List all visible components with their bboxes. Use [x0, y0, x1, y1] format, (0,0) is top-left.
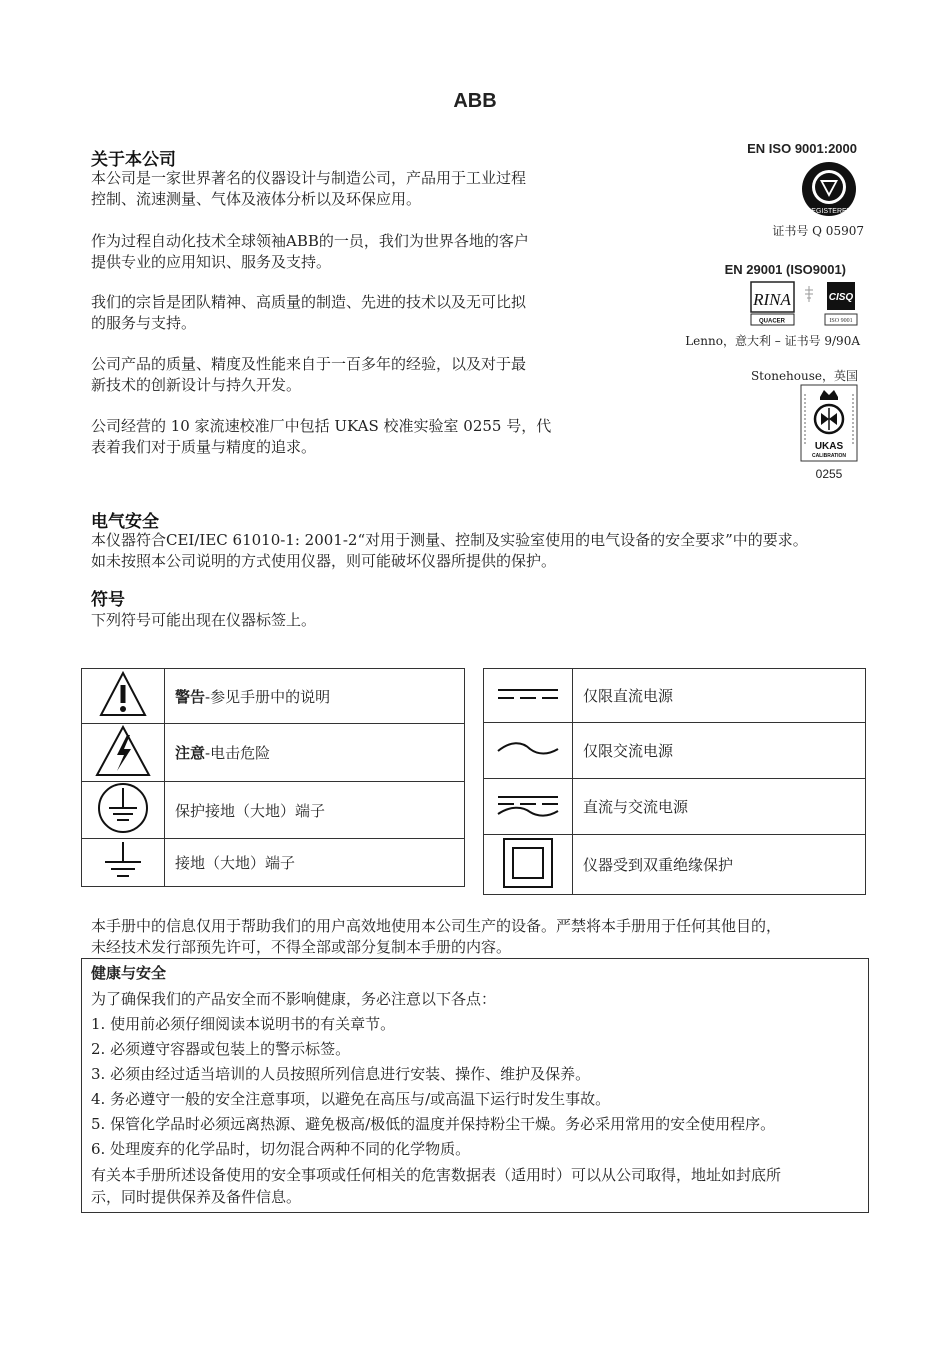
list-item: 5. 保管化学品时必须远离热源、避免极高/极低的温度并保持粉尘干燥。务必采用常用的安全使用程序。: [91, 1115, 776, 1133]
quacer-text: QUACER: [758, 318, 786, 325]
symbol-text: 仪器受到双重绝缘保护: [583, 856, 734, 874]
brand-title: ABB: [453, 90, 497, 112]
health-safety-box: [81, 958, 869, 1213]
ukas-crown-logo: [800, 384, 858, 462]
list-item: 2. 必须遵守容器或包装上的警示标签。: [91, 1040, 351, 1058]
about-paragraph-3: [91, 292, 581, 334]
symbol-row: [82, 724, 465, 782]
symbols-table-left: [81, 668, 465, 887]
symbol-text: 保护接地（大地）端子: [175, 801, 326, 820]
about-paragraph-1: [91, 168, 581, 210]
registered-seal-text: REGISTERED: [806, 208, 852, 215]
calibration-text: CALIBRATION: [811, 453, 847, 459]
symbol-description: [573, 779, 866, 835]
symbol-cell: [82, 839, 165, 887]
symbol-description: [573, 723, 866, 779]
ukas-number: 0255: [815, 467, 843, 481]
symbols-intro: 下列符号可能出现在仪器标签上。: [91, 611, 317, 629]
text-line: 表着我们对于质量与精度的追求。: [91, 438, 317, 456]
cisq-text: CISQ: [828, 292, 854, 303]
symbol-bold-label: 警告: [175, 687, 206, 706]
symbol-text: -电击危险: [205, 744, 271, 762]
symbol-cell: [484, 669, 573, 723]
health-safety-heading: 健康与安全: [91, 964, 167, 982]
list-item: 4. 务必遵守一般的安全注意事项，以避免在高压与/或高温下运行时发生事故。: [91, 1090, 611, 1108]
iso-cert-title: EN ISO 9001:2000: [747, 141, 857, 156]
text-line: 的服务与支持。: [91, 314, 197, 332]
text-line: 新技术的创新设计与持久开发。: [91, 376, 302, 394]
text-line: 我们的宗旨是团队精神、高质量的制造、先进的技术以及无可比拟: [91, 293, 527, 311]
symbol-cell: [82, 724, 165, 782]
symbol-description: [165, 724, 465, 782]
text-line: 公司产品的质量、精度及性能来自于一百多年的经验，以及对于最: [91, 355, 527, 373]
symbol-row: [82, 782, 465, 839]
about-paragraph-2: [91, 231, 581, 273]
symbols-table-right: [483, 668, 866, 895]
iso-cert-number: 证书号 Q 05907: [772, 224, 864, 238]
dc-icon: [496, 684, 560, 704]
symbol-cell: [82, 669, 165, 724]
text-line: 如未按照本公司说明的方式使用仪器，则可能破坏仪器所提供的保护。: [91, 552, 557, 570]
text-line: 未经技术发行部预先许可，不得全部或部分复制本手册的内容。: [91, 938, 512, 956]
earth-ground-icon: [101, 840, 145, 882]
ac-dc-icon: [496, 792, 560, 818]
protective-earth-icon: [97, 782, 149, 834]
ukas-text: UKAS: [814, 441, 844, 452]
symbol-cell: [484, 835, 573, 895]
about-paragraph-5: [91, 416, 581, 458]
electrical-heading: 电气安全: [91, 512, 159, 532]
about-paragraph-4: [91, 354, 581, 396]
list-item: 1. 使用前必须仔细阅读本说明书的有关章节。: [91, 1015, 396, 1033]
symbol-cell: [484, 779, 573, 835]
symbol-text: -参见手册中的说明: [205, 687, 331, 706]
symbol-description: [573, 835, 866, 895]
symbol-row: [82, 669, 465, 724]
symbol-text: 接地（大地）端子: [175, 854, 296, 872]
symbol-cell: [484, 723, 573, 779]
symbol-bold-label: 注意: [175, 744, 206, 762]
health-safety-footer-line: 有关本手册所述设备使用的安全事项或任何相关的危害数据表（适用时）可以从公司取得，地址如封底所: [91, 1166, 782, 1184]
text-line: 本公司是一家世界著名的仪器设计与制造公司，产品用于工业过程: [91, 169, 527, 187]
warning-icon: [99, 670, 147, 718]
text-line: 本仪器符合CEI/IEC 61010-1: 2001-2“对用于测量、控制及实验室使用的电气设备的安全要求”中的要求。: [91, 531, 808, 549]
symbol-description: [165, 669, 465, 724]
copyright-notice: [91, 916, 881, 958]
stonehouse-cert: Stonehouse，英国: [750, 369, 858, 383]
registered-seal-icon: [800, 160, 858, 218]
en-cert-title: EN 29001 (ISO9001): [724, 262, 846, 277]
about-heading: 关于本公司: [91, 150, 176, 170]
text-line: 本手册中的信息仅用于帮助我们的用户高效地使用本公司生产的设备。严禁将本手册用于任何其他目的，: [91, 917, 782, 935]
text-line: 提供专业的应用知识、服务及支持。: [91, 253, 332, 271]
symbol-row: [484, 779, 866, 835]
text-line: 作为过程自动化技术全球领袖ABB的一员，我们为世界各地的客户: [91, 232, 529, 250]
health-safety-footer-line: 示，同时提供保养及备件信息。: [91, 1188, 302, 1206]
symbol-row: [82, 839, 465, 887]
symbols-heading: 符号: [91, 590, 125, 610]
list-item: 6. 处理废弃的化学品时，切勿混合两种不同的化学物质。: [91, 1140, 471, 1158]
list-item: 3. 必须由经过适当培训的人员按照所列信息进行安装、操作、维护及保养。: [91, 1065, 591, 1083]
text-line: 公司经营的 10 家流速校准厂中包括 UKAS 校准实验室 0255 号，代: [91, 417, 552, 435]
health-safety-intro: 为了确保我们的产品安全而不影响健康，务必注意以下各点：: [91, 990, 497, 1008]
rina-text: RINA: [753, 290, 791, 309]
ac-icon: [496, 739, 560, 759]
electric-shock-icon: [95, 725, 151, 777]
double-insulation-icon: [502, 837, 554, 889]
rina-cisq-logo: [750, 281, 858, 327]
symbol-row: [484, 723, 866, 779]
symbol-text: 仅限交流电源: [583, 742, 674, 760]
symbol-row: [484, 835, 866, 895]
symbol-row: [484, 669, 866, 723]
electrical-paragraph: [91, 530, 881, 572]
symbol-description: [165, 782, 465, 839]
iso9001-text: ISO 9001: [829, 318, 853, 324]
symbol-text: 直流与交流电源: [583, 798, 689, 816]
text-line: 控制、流速测量、气体及液体分析以及环保应用。: [91, 190, 422, 208]
symbol-cell: [82, 782, 165, 839]
symbol-text: 仅限直流电源: [583, 687, 674, 705]
symbol-description: [573, 669, 866, 723]
lenno-cert: Lenno，意大利 – 证书号 9/90A: [685, 334, 860, 348]
symbol-description: [165, 839, 465, 887]
